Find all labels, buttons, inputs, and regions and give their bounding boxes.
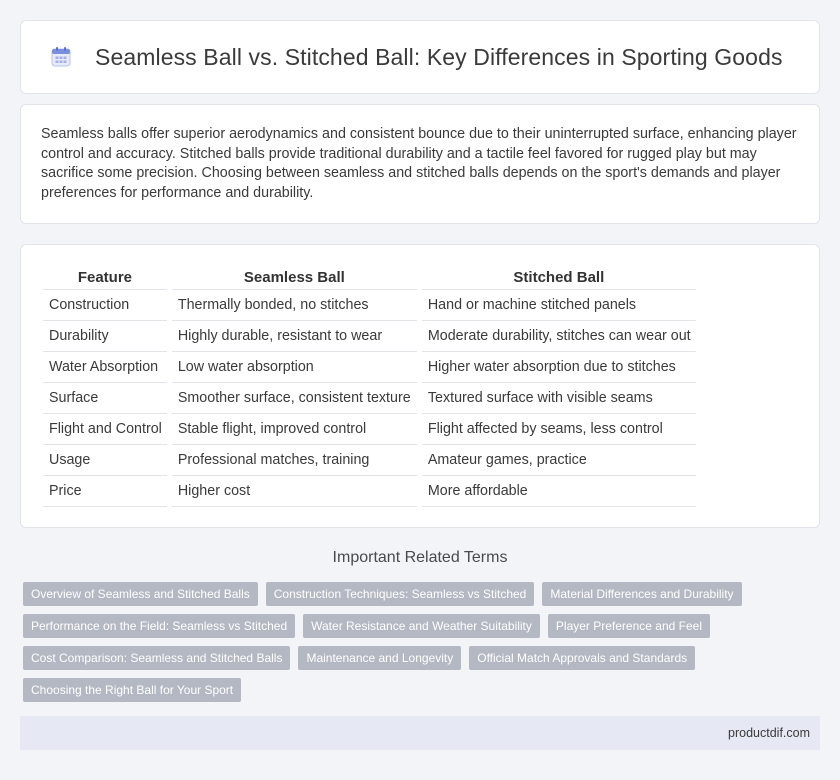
related-terms-title: Important Related Terms	[332, 549, 508, 566]
table-row	[43, 290, 696, 321]
related-term-tag[interactable]: Performance on the Field: Seamless vs Stitched	[23, 614, 295, 638]
cell-seamless: Smoother surface, consistent texture	[172, 383, 417, 414]
cell-stitched: Hand or machine stitched panels	[422, 290, 696, 321]
related-term-tag[interactable]: Overview of Seamless and Stitched Balls	[23, 582, 258, 606]
cell-stitched: Higher water absorption due to stitches	[422, 352, 696, 383]
related-term-tag[interactable]: Choosing the Right Ball for Your Sport	[23, 678, 241, 702]
cell-stitched: Textured surface with visible seams	[422, 383, 696, 414]
header-seamless-ball: Seamless Ball	[172, 263, 417, 290]
related-term-tag[interactable]: Official Match Approvals and Standards	[469, 646, 695, 670]
table-row	[43, 445, 696, 476]
cell-feature: Construction	[43, 290, 167, 321]
intro-card	[20, 104, 820, 224]
table-row	[43, 476, 696, 507]
cell-seamless: Higher cost	[172, 476, 417, 507]
cell-seamless: Stable flight, improved control	[172, 414, 417, 445]
cell-feature: Usage	[43, 445, 167, 476]
cell-stitched: Moderate durability, stitches can wear out	[422, 321, 696, 352]
calendar-icon	[49, 45, 73, 69]
cell-stitched: Flight affected by seams, less control	[422, 414, 696, 445]
header-card	[20, 20, 820, 94]
related-term-tag[interactable]: Water Resistance and Weather Suitability	[303, 614, 540, 638]
cell-feature: Durability	[43, 321, 167, 352]
comparison-table-card	[20, 244, 820, 528]
related-term-tag[interactable]: Material Differences and Durability	[542, 582, 741, 606]
cell-feature: Surface	[43, 383, 167, 414]
cell-feature: Flight and Control	[43, 414, 167, 445]
footer	[20, 716, 820, 750]
table-row	[43, 414, 696, 445]
related-term-tag[interactable]: Construction Techniques: Seamless vs Stitched	[266, 582, 535, 606]
table-header-row	[43, 263, 696, 290]
cell-feature: Price	[43, 476, 167, 507]
comparison-table	[38, 263, 701, 507]
cell-stitched: Amateur games, practice	[422, 445, 696, 476]
cell-seamless: Low water absorption	[172, 352, 417, 383]
header-feature: Feature	[43, 263, 167, 290]
table-row	[43, 352, 696, 383]
cell-seamless: Highly durable, resistant to wear	[172, 321, 417, 352]
table-row	[43, 321, 696, 352]
related-terms-list	[23, 582, 823, 702]
table-row	[43, 383, 696, 414]
cell-seamless: Thermally bonded, no stitches	[172, 290, 417, 321]
related-term-tag[interactable]: Maintenance and Longevity	[298, 646, 461, 670]
cell-stitched: More affordable	[422, 476, 696, 507]
page-title: Seamless Ball vs. Stitched Ball: Key Differences in Sporting Goods	[95, 43, 783, 70]
header-stitched-ball: Stitched Ball	[422, 263, 696, 290]
intro-paragraph: Seamless balls offer superior aerodynamics and consistent bounce due to their uninterrupted surface, enhancing player control and accuracy. Stitched balls provide traditional durability and a tactile feel favored for rugged play but may sacrifice some precision. Choosing between seamless and stitched balls depends on the sport's demands and player preferences for performance and durability.	[41, 126, 797, 201]
footer-site-name[interactable]: productdif.com	[728, 726, 810, 740]
cell-feature: Water Absorption	[43, 352, 167, 383]
related-term-tag[interactable]: Player Preference and Feel	[548, 614, 710, 638]
related-term-tag[interactable]: Cost Comparison: Seamless and Stitched Balls	[23, 646, 290, 670]
cell-seamless: Professional matches, training	[172, 445, 417, 476]
